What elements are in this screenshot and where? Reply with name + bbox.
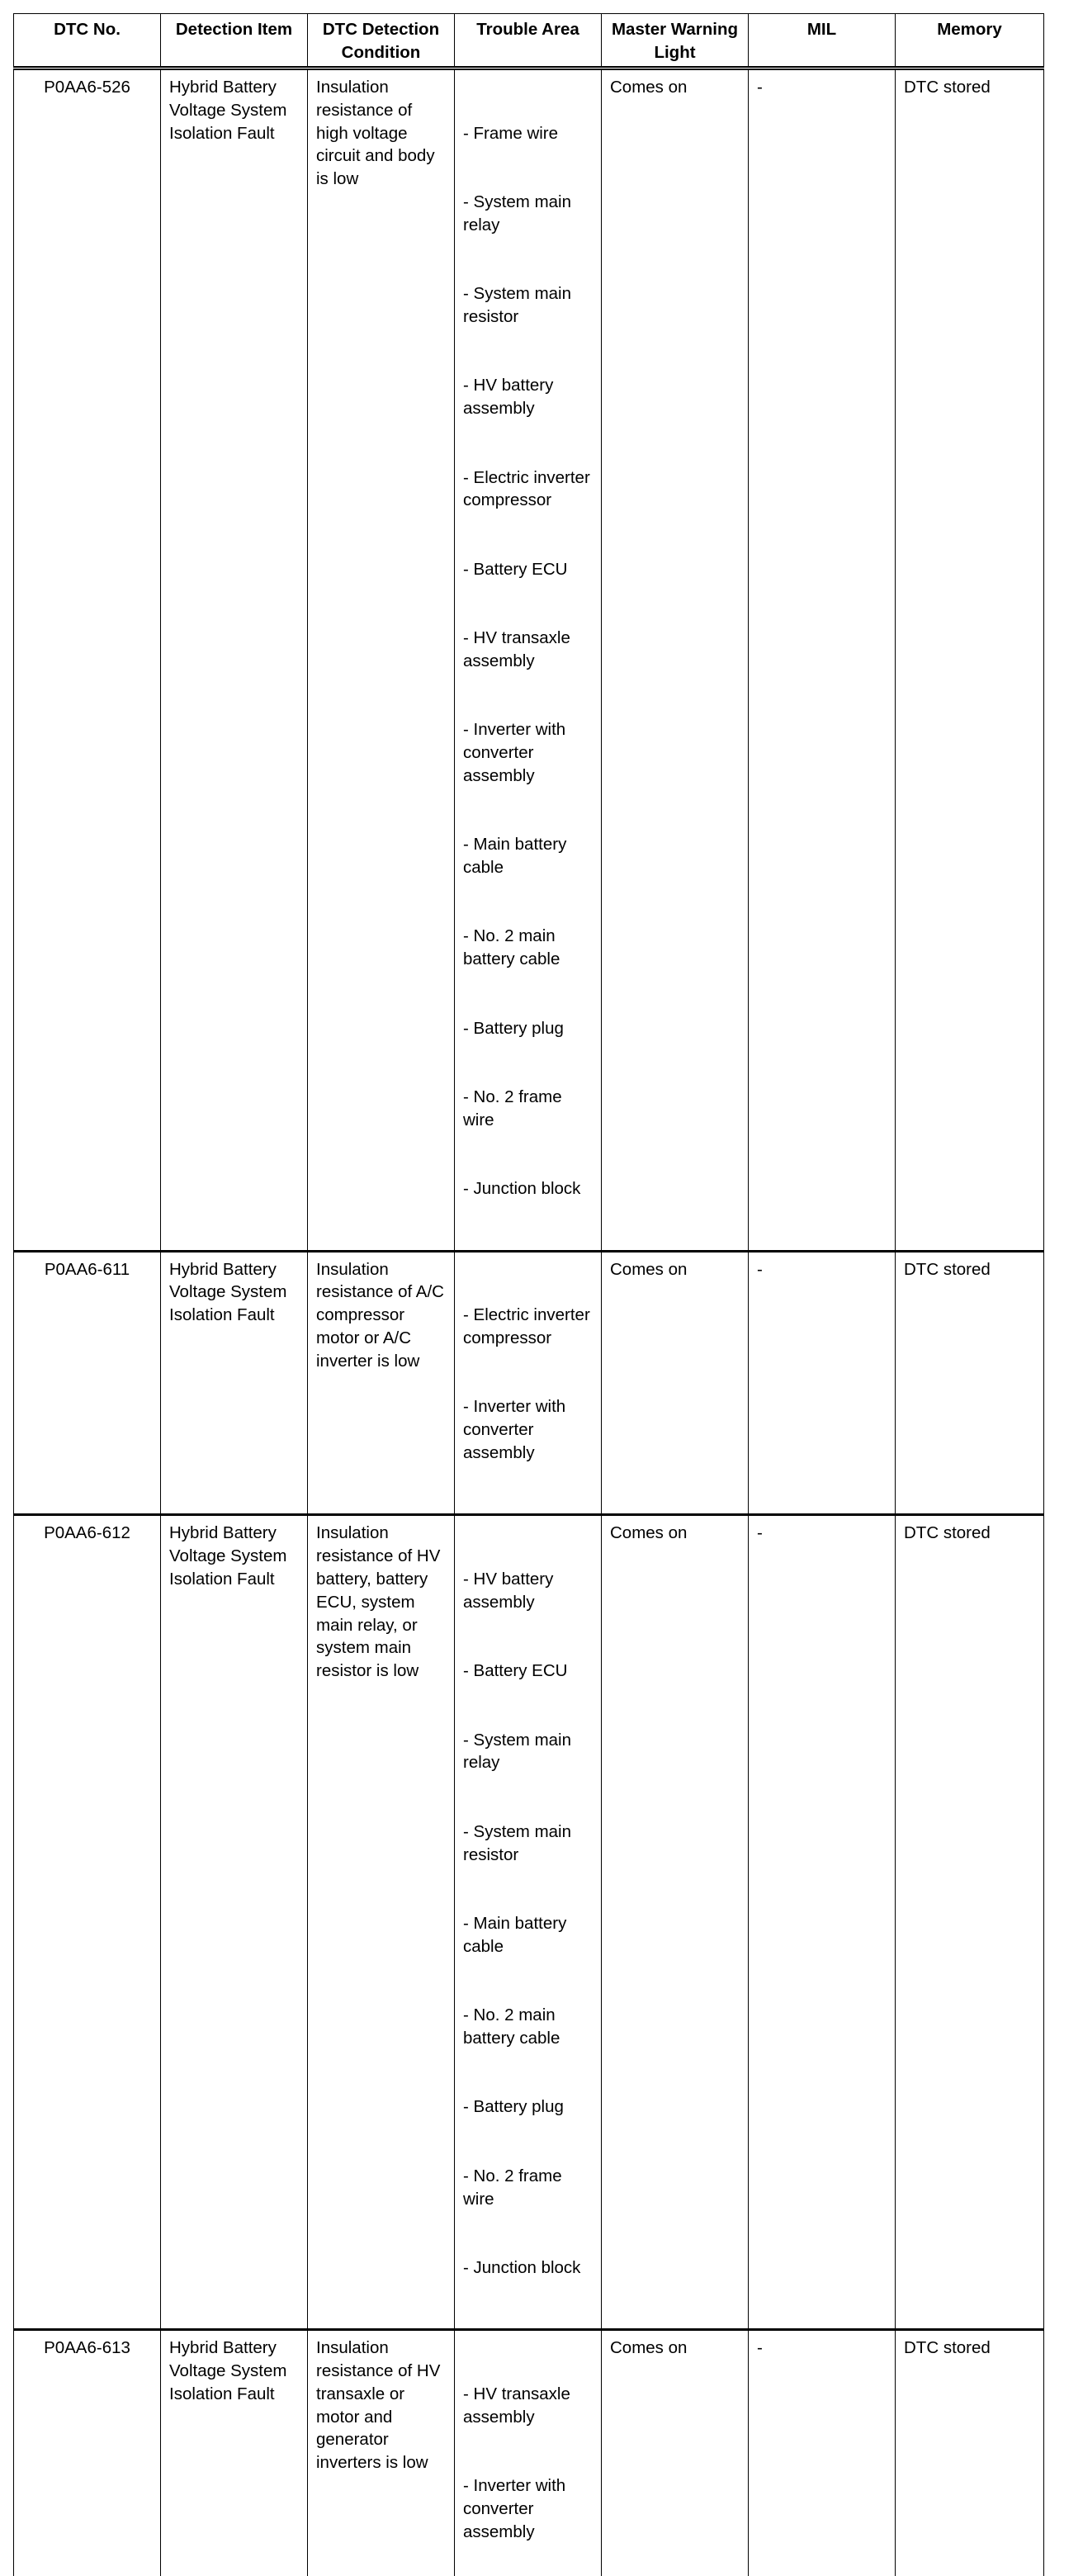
table-body — [14, 69, 1044, 2576]
table-header — [14, 14, 1044, 69]
trouble-area-item: - HV transaxle assembly — [463, 2383, 594, 2429]
cell-memory: DTC stored — [896, 2330, 1044, 2576]
trouble-area-item: - Junction block — [463, 2256, 594, 2280]
cell-master-warning-light: Comes on — [602, 1515, 749, 2330]
cell-mil: - — [749, 69, 896, 1252]
cell-trouble-area — [455, 1515, 602, 2330]
cell-dtc-no: P0AA6-526 — [14, 69, 161, 1252]
cell-detection-item: Hybrid Battery Voltage System Isolation Fault — [161, 69, 308, 1252]
cell-condition: Insulation resistance of A/C compressor motor or A/C inverter is low — [308, 1251, 455, 1515]
cell-dtc-no: P0AA6-613 — [14, 2330, 161, 2576]
cell-mil: - — [749, 1515, 896, 2330]
trouble-area-item: - Inverter with converter assembly — [463, 718, 594, 787]
trouble-area-item: - Main battery cable — [463, 1912, 594, 1958]
cell-memory: DTC stored — [896, 69, 1044, 1252]
trouble-area-item: - Battery ECU — [463, 558, 594, 581]
cell-condition: Insulation resistance of high voltage circuit and body is low — [308, 69, 455, 1252]
header-memory: Memory — [896, 14, 1044, 69]
trouble-area-item: - Inverter with converter assembly — [463, 1395, 594, 1464]
cell-detection-item: Hybrid Battery Voltage System Isolation Fault — [161, 1251, 308, 1515]
cell-memory: DTC stored — [896, 1251, 1044, 1515]
header-detection-condition: DTC Detection Condition — [308, 14, 455, 69]
trouble-area-item: - No. 2 frame wire — [463, 1086, 594, 1132]
trouble-area-item: - System main relay — [463, 1729, 594, 1775]
trouble-area-item: - System main relay — [463, 191, 594, 237]
trouble-area-item: - Battery ECU — [463, 1660, 594, 1683]
trouble-area-item: - No. 2 frame wire — [463, 2165, 594, 2211]
cell-master-warning-light: Comes on — [602, 1251, 749, 1515]
cell-condition: Insulation resistance of HV transaxle or motor and generator inverters is low — [308, 2330, 455, 2576]
cell-mil: - — [749, 1251, 896, 1515]
cell-master-warning-light: Comes on — [602, 2330, 749, 2576]
trouble-area-item: - Junction block — [463, 1177, 594, 1200]
cell-mil: - — [749, 2330, 896, 2576]
header-dtc-no: DTC No. — [14, 14, 161, 69]
cell-memory: DTC stored — [896, 1515, 1044, 2330]
header-row — [14, 14, 1044, 69]
trouble-area-item: - System main resistor — [463, 1821, 594, 1867]
trouble-area-item: - Main battery cable — [463, 833, 594, 879]
header-mil: MIL — [749, 14, 896, 69]
trouble-area-item: - Electric inverter compressor — [463, 466, 594, 513]
cell-master-warning-light: Comes on — [602, 69, 749, 1252]
cell-trouble-area — [455, 1251, 602, 1515]
header-trouble-area: Trouble Area — [455, 14, 602, 69]
trouble-area-item: - Electric inverter compressor — [463, 1304, 594, 1350]
table-row — [14, 2330, 1044, 2576]
table-row — [14, 1251, 1044, 1515]
cell-trouble-area — [455, 69, 602, 1252]
cell-detection-item: Hybrid Battery Voltage System Isolation Fault — [161, 1515, 308, 2330]
trouble-area-item: - Battery plug — [463, 1017, 594, 1040]
cell-trouble-area — [455, 2330, 602, 2576]
cell-condition: Insulation resistance of HV battery, battery ECU, system main relay, or system main resistor is low — [308, 1515, 455, 2330]
table-row — [14, 1515, 1044, 2330]
header-detection-item: Detection Item — [161, 14, 308, 69]
cell-dtc-no: P0AA6-612 — [14, 1515, 161, 2330]
trouble-area-item: - HV battery assembly — [463, 1568, 594, 1614]
trouble-area-item: - System main resistor — [463, 282, 594, 329]
dtc-table — [13, 13, 1044, 2576]
trouble-area-item: - HV battery assembly — [463, 374, 594, 420]
cell-detection-item: Hybrid Battery Voltage System Isolation Fault — [161, 2330, 308, 2576]
trouble-area-item: - Frame wire — [463, 122, 594, 145]
table-row — [14, 69, 1044, 1252]
trouble-area-item: - Inverter with converter assembly — [463, 2474, 594, 2543]
trouble-area-item: - No. 2 main battery cable — [463, 2004, 594, 2050]
trouble-area-item: - No. 2 main battery cable — [463, 925, 594, 971]
header-master-warning-light: Master Warning Light — [602, 14, 749, 69]
cell-dtc-no: P0AA6-611 — [14, 1251, 161, 1515]
trouble-area-item: - Battery plug — [463, 2095, 594, 2119]
trouble-area-item: - HV transaxle assembly — [463, 627, 594, 673]
